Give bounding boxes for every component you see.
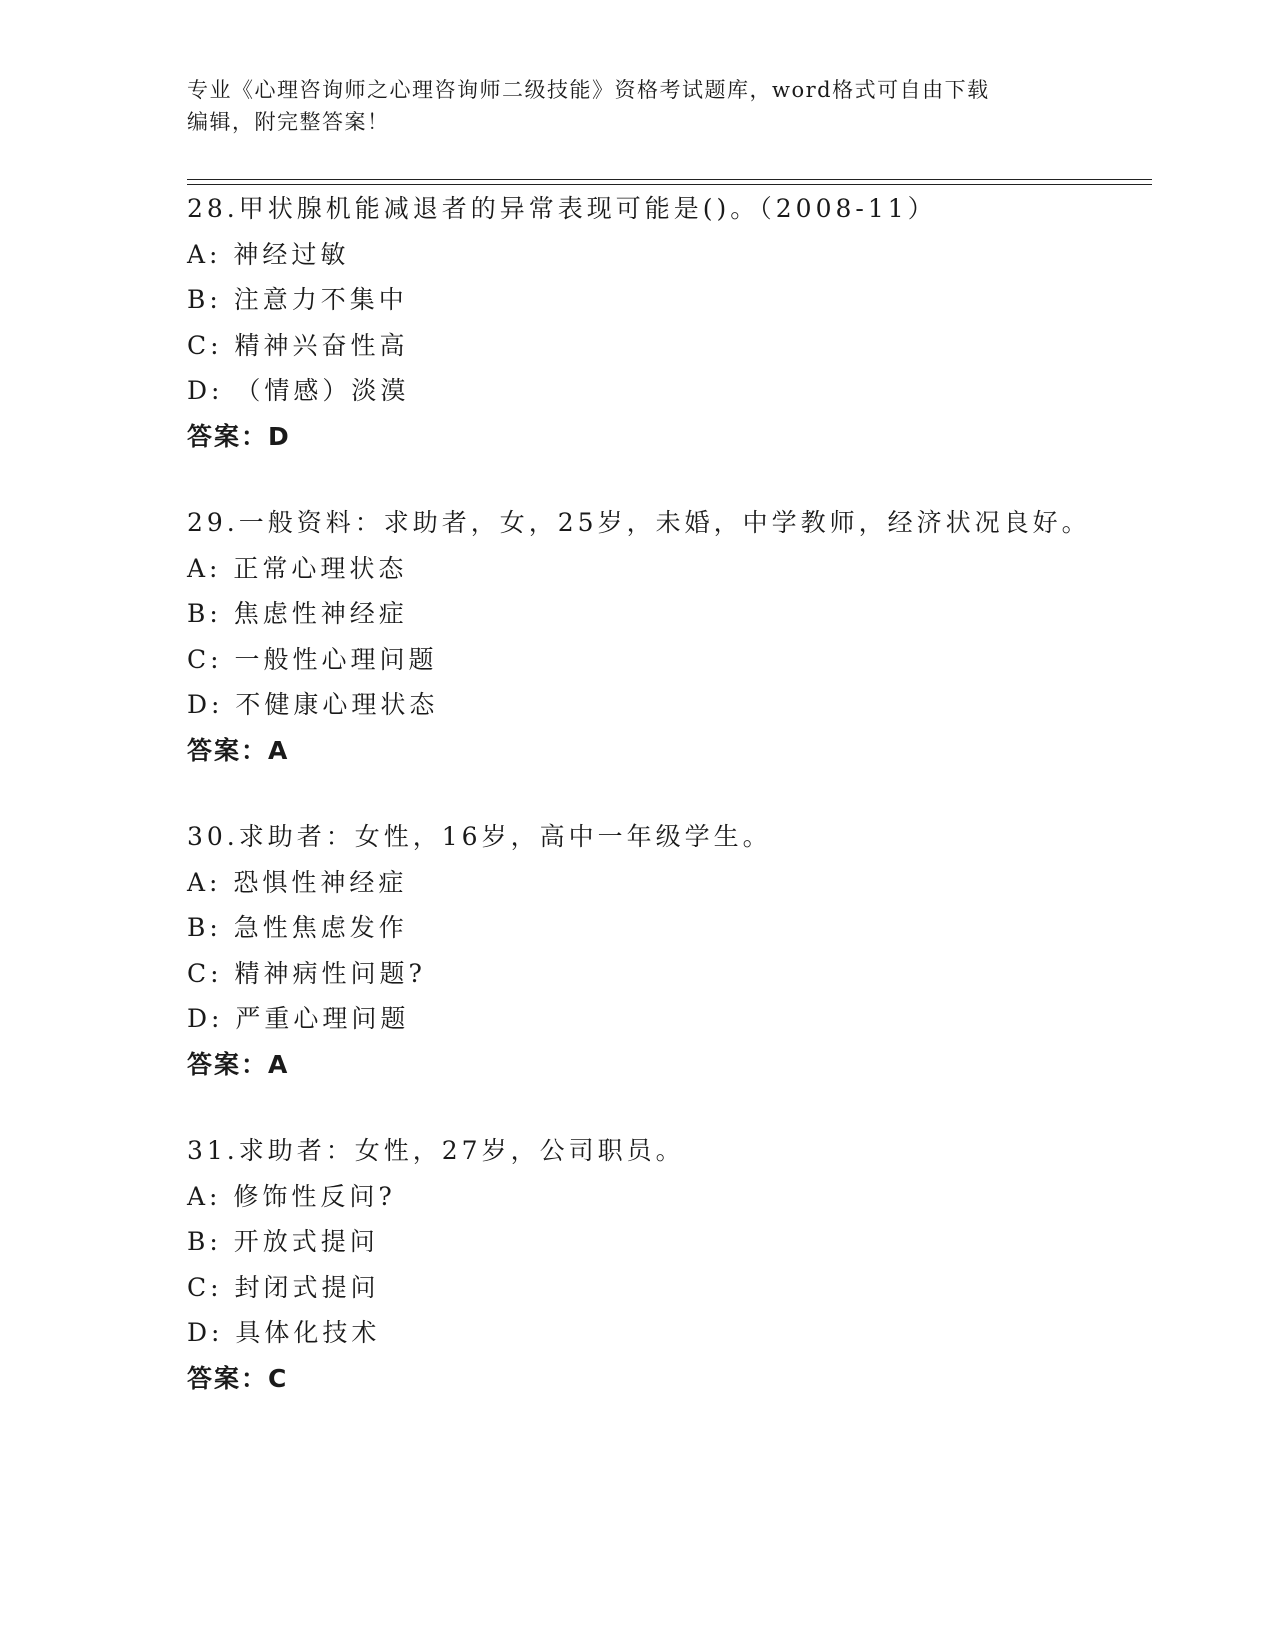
question-stem: 31.求助者：女性，27岁，公司职员。 (187, 1136, 685, 1165)
question-30 (187, 814, 1147, 1087)
header-divider-bottom (187, 184, 1152, 185)
option-d: D: 不健康心理状态 (187, 690, 439, 719)
question-29 (187, 500, 1147, 773)
option-d: D: 严重心理问题 (187, 1004, 410, 1033)
option-c: C: 精神兴奋性高 (187, 330, 409, 360)
option-b: B: 焦虑性神经症 (187, 599, 408, 628)
question-28 (187, 186, 1147, 459)
answer: 答案：A (187, 1049, 290, 1079)
answer: 答案：D (187, 421, 291, 451)
question-stem: 28.甲状腺机能减退者的异常表现可能是()。（2008-11） (187, 194, 937, 223)
option-b: B: 注意力不集中 (187, 285, 408, 314)
option-a: A: 神经过敏 (187, 239, 350, 269)
option-c: C: 一般性心理问题 (187, 644, 438, 674)
option-d: D: （情感）淡漠 (187, 376, 410, 405)
option-c: C: 封闭式提问 (187, 1272, 380, 1302)
question-31 (187, 1128, 1147, 1401)
option-a: A: 正常心理状态 (187, 553, 408, 583)
option-b: B: 开放式提问 (187, 1227, 379, 1256)
answer: 答案：C (187, 1363, 289, 1393)
option-a: A: 恐惧性神经症 (187, 867, 408, 897)
option-d: D: 具体化技术 (187, 1318, 381, 1347)
header-line-2: 编辑，附完整答案！ (187, 110, 390, 134)
answer: 答案：A (187, 735, 290, 765)
question-stem: 30.求助者：女性，16岁，高中一年级学生。 (187, 822, 772, 851)
header-divider-top (187, 179, 1152, 180)
header-line-1: 专业《心理咨询师之心理咨询师二级技能》资格考试题库，word格式可自由下载 (187, 78, 990, 102)
option-a: A: 修饰性反问? (187, 1181, 396, 1211)
option-c: C: 精神病性问题? (187, 958, 426, 988)
document-header (187, 74, 1067, 138)
question-stem: 29.一般资料：求助者，女，25岁，未婚，中学教师，经济状况良好。 (187, 508, 1091, 537)
option-b: B: 急性焦虑发作 (187, 913, 408, 942)
